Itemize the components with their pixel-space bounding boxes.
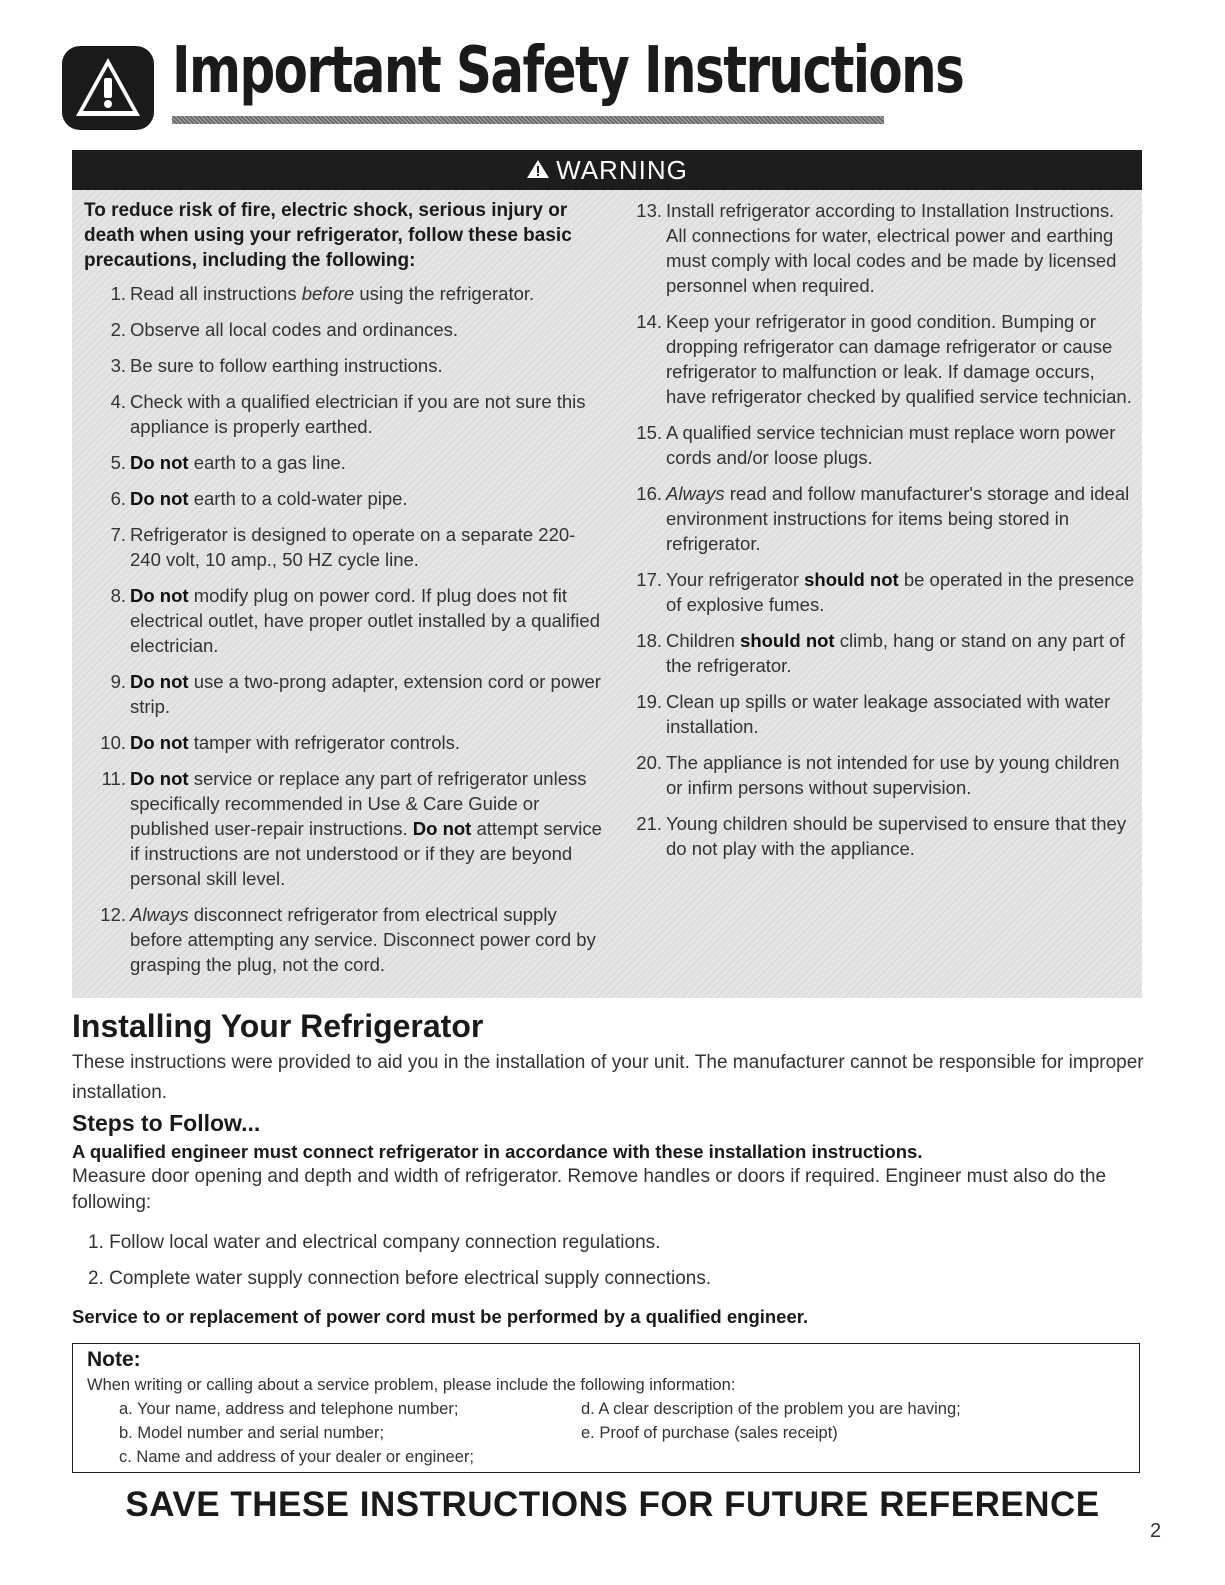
warning-list-item — [84, 281, 604, 306]
warning-list-item — [84, 669, 604, 719]
item-number: 4. — [110, 391, 126, 412]
item-number: 7. — [110, 524, 126, 545]
note-list-item: a. Your name, address and telephone number; — [119, 1400, 459, 1418]
item-text: A qualified service technician must replace worn power cords and/or loose plugs. — [666, 422, 1116, 468]
note-box — [72, 1343, 1140, 1473]
item-text: Read all instructions — [130, 283, 302, 304]
measure-text: Measure door opening and depth and width of refrigerator. Remove handles or doors if required. Engineer must also do the following: — [72, 1166, 1107, 1213]
item-number: 5. — [110, 452, 126, 473]
emphasis-bold: Do not — [412, 818, 472, 839]
page-header — [62, 34, 964, 128]
warning-list-item — [620, 420, 1135, 470]
warning-list-item — [84, 522, 604, 572]
item-number: 1. — [110, 283, 126, 304]
warning-triangle-icon — [72, 54, 144, 120]
warning-list-item — [620, 567, 1135, 617]
item-number: 18. — [636, 630, 662, 651]
warning-list-item — [84, 766, 604, 891]
steps-heading: Steps to Follow... — [72, 1110, 261, 1136]
item-text: attempt service if instructions are not understood or if they are beyond personal skill level. — [130, 818, 602, 889]
item-text: Observe all local codes and ordinances. — [130, 319, 459, 340]
warning-box — [72, 150, 1142, 998]
item-number: 20. — [636, 752, 662, 773]
item-text: service or replace any part of refrigerator unless specifically recommended in Use & Care Guide or published user-repair instructions. — [130, 768, 587, 839]
warning-badge — [62, 46, 154, 130]
warning-banner-text: WARNING — [556, 155, 688, 185]
warning-small-icon — [526, 150, 550, 190]
warning-list-item — [84, 353, 604, 378]
warning-list-item — [84, 450, 604, 475]
item-text: modify plug on power cord. If plug does not fit electrical outlet, have proper outlet installed by a qualified electrician. — [130, 585, 600, 656]
item-number: 17. — [636, 569, 662, 590]
step-item: 2. Complete water supply connection before electrical supply connections. — [88, 1268, 712, 1289]
item-text: The appliance is not intended for use by young children or infirm persons without supervision. — [666, 752, 1120, 798]
service-note: Service to or replacement of power cord must be performed by a qualified engineer. — [72, 1306, 809, 1327]
qualified-engineer-note: A qualified engineer must connect refrigerator in accordance with these installation instructions. — [72, 1141, 923, 1162]
item-number: 8. — [110, 585, 126, 606]
installing-heading: Installing Your Refrigerator — [72, 1008, 484, 1044]
warning-list-item — [84, 902, 604, 977]
item-text: disconnect refrigerator from electrical supply before attempting any service. Disconnect power cord by grasping the plug, not the cord. — [130, 904, 596, 975]
warning-list-item — [620, 811, 1135, 861]
item-text: climb, hang or stand on any part of the refrigerator. — [666, 630, 1125, 676]
warning-list-item — [620, 689, 1135, 739]
item-text: Refrigerator is designed to operate on a separate 220-240 volt, 10 amp., 50 HZ cycle line. — [130, 524, 576, 570]
item-text: Children — [666, 630, 741, 651]
item-text: be operated in the presence of explosive fumes. — [666, 569, 1135, 615]
item-number: 13. — [636, 200, 662, 221]
note-list-item: b. Model number and serial number; — [119, 1424, 385, 1442]
warning-left-column — [84, 198, 604, 988]
emphasis-bold: Do not — [130, 768, 189, 789]
warning-right-column — [620, 198, 1135, 872]
warning-list-item — [84, 317, 604, 342]
item-text: Install refrigerator according to Installation Instructions. All connections for water, electrical power and earthing must comply with local codes and be made by licensed personnel when required. — [666, 200, 1117, 296]
emphasis-bold: Do not — [130, 452, 189, 473]
item-number: 6. — [110, 488, 126, 509]
warning-list-item — [620, 309, 1135, 409]
emphasis-italic: before — [301, 283, 355, 304]
warning-list-item — [84, 730, 604, 755]
item-number: 3. — [110, 355, 126, 376]
warning-list-item — [620, 481, 1135, 556]
note-list-item: c. Name and address of your dealer or engineer; — [119, 1448, 474, 1466]
installing-intro: These instructions were provided to aid you in the installation of your unit. The manufacturer cannot be responsible for improper installation. — [72, 1052, 1144, 1103]
item-text: Young children should be supervised to ensure that they do not play with the appliance. — [666, 813, 1127, 859]
title-underline — [172, 116, 884, 124]
item-number: 14. — [636, 311, 662, 332]
item-text: use a two-prong adapter, extension cord or power strip. — [130, 671, 601, 717]
note-text: When writing or calling about a service problem, please include the following information: — [87, 1376, 736, 1394]
emphasis-bold: Do not — [130, 671, 189, 692]
item-text: earth to a cold-water pipe. — [188, 488, 408, 509]
emphasis-bold: Do not — [130, 488, 189, 509]
warning-list-item — [620, 750, 1135, 800]
item-number: 10. — [100, 732, 126, 753]
page-title: Important Safety Instructions — [172, 34, 964, 108]
footer-title: SAVE THESE INSTRUCTIONS FOR FUTURE REFERENCE — [125, 1485, 1100, 1524]
page-number: 2 — [1150, 1520, 1162, 1542]
emphasis-bold: Do not — [130, 585, 189, 606]
item-number: 19. — [636, 691, 662, 712]
note-list-item: d. A clear description of the problem you are having; — [581, 1400, 961, 1418]
item-number: 21. — [636, 813, 662, 834]
warning-list-item — [620, 198, 1135, 298]
warning-list-item — [84, 389, 604, 439]
item-number: 12. — [100, 904, 126, 925]
item-text: earth to a gas line. — [188, 452, 346, 473]
item-text: Clean up spills or water leakage associated with water installation. — [666, 691, 1111, 737]
warning-banner — [72, 150, 1142, 190]
note-list-item: e. Proof of purchase (sales receipt) — [581, 1424, 838, 1442]
emphasis-bold: should not — [740, 630, 835, 651]
item-text: Your refrigerator — [666, 569, 805, 590]
warning-list-item — [620, 628, 1135, 678]
emphasis-italic: Always — [666, 483, 725, 504]
item-number: 15. — [636, 422, 662, 443]
item-number: 2. — [110, 319, 126, 340]
emphasis-italic: Always — [130, 904, 189, 925]
step-item: 1. Follow local water and electrical company connection regulations. — [88, 1232, 661, 1253]
item-text: read and follow manufacturer's storage and ideal environment instructions for items being stored in refrigerator. — [666, 483, 1130, 554]
warning-intro: To reduce risk of fire, electric shock, serious injury or death when using your refrigerator, follow these basic precautions, including the following: — [84, 200, 572, 271]
item-text: Keep your refrigerator in good condition. Bumping or dropping refrigerator can damage refrigerator or cause refrigerator to malfunction or leak. If damage occurs, have refrigerator checked by qualified service technician. — [666, 311, 1132, 407]
warning-list-item — [84, 583, 604, 658]
emphasis-bold: should not — [804, 569, 899, 590]
item-text: tamper with refrigerator controls. — [188, 732, 460, 753]
note-heading: Note: — [87, 1348, 141, 1371]
item-number: 16. — [636, 483, 662, 504]
item-number: 9. — [110, 671, 126, 692]
warning-list-item — [84, 486, 604, 511]
emphasis-bold: Do not — [130, 732, 189, 753]
item-text: Be sure to follow earthing instructions. — [130, 355, 443, 376]
item-number: 11. — [101, 768, 126, 789]
item-text: using the refrigerator. — [354, 283, 535, 304]
item-text: Check with a qualified electrician if you are not sure this appliance is properly earthed. — [130, 391, 586, 437]
